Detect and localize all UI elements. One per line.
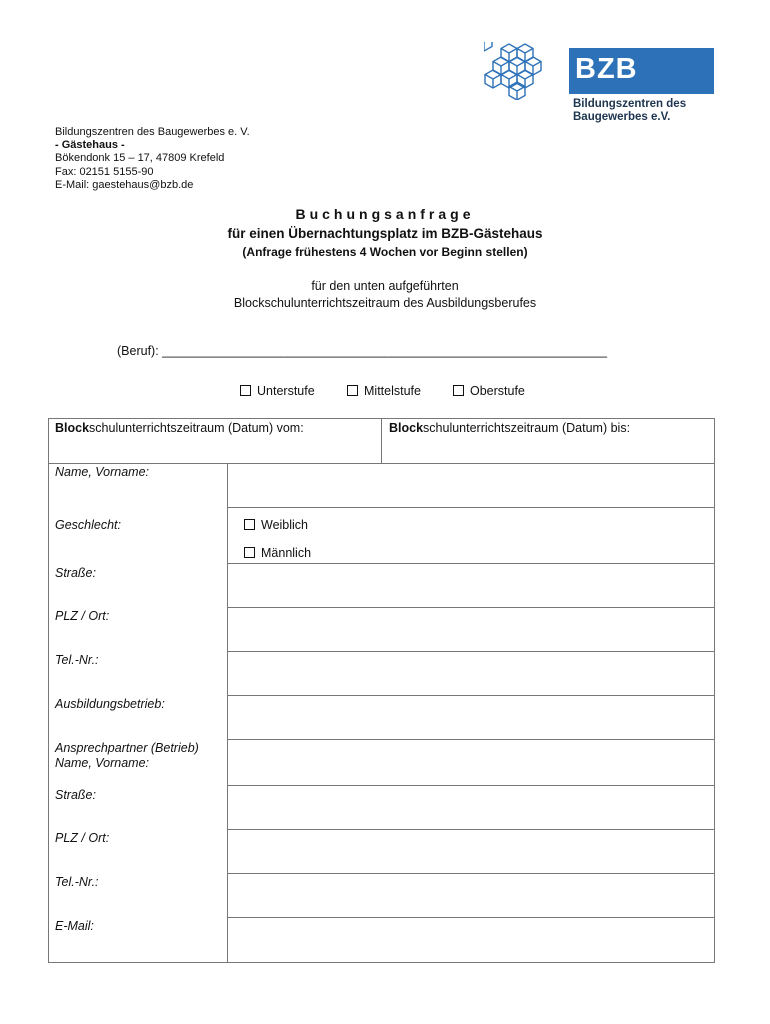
address-line-fax: Fax: 02151 5155-90 [55, 165, 154, 178]
label-contact-line2: Name, Vorname: [55, 756, 150, 770]
period-to-bold: Block [389, 421, 424, 435]
intro-line2: Blockschulunterrichtszeitraum des Ausbildungsberufes [233, 296, 537, 310]
label-name: Name, Vorname: [55, 465, 150, 479]
checkbox-icon[interactable] [244, 519, 255, 530]
period-from-label [55, 421, 304, 435]
label-contact-email: E-Mail: [55, 919, 94, 933]
input-street[interactable] [228, 564, 714, 607]
input-period-from[interactable] [49, 440, 381, 463]
document-note: (Anfrage frühestens 4 Wochen vor Beginn stellen) [242, 245, 528, 259]
label-company: Ausbildungsbetrieb: [55, 697, 165, 711]
input-contact-name[interactable] [228, 740, 714, 785]
gender-option-label: Männlich [261, 546, 312, 560]
label-contact-street: Straße: [55, 788, 96, 802]
input-phone[interactable] [228, 652, 714, 695]
input-contact-email[interactable] [228, 918, 714, 962]
period-from-rest: schulunterrichtszeitraum (Datum) vom: [89, 421, 304, 435]
label-zip-city: PLZ / Ort: [55, 609, 110, 623]
address-line-guesthouse: - Gästehaus - [55, 139, 125, 152]
logo-subtitle [573, 98, 686, 124]
beruf-field[interactable]: (Beruf): ________________________________________________________________ [117, 344, 608, 358]
gender-option-label: Weiblich [261, 518, 309, 532]
input-contact-phone[interactable] [228, 874, 714, 917]
checkbox-icon[interactable] [244, 547, 255, 558]
bzb-logo-badge [569, 48, 714, 94]
level-label: Unterstufe [257, 384, 315, 398]
input-period-to[interactable] [382, 440, 714, 463]
label-gender: Geschlecht: [55, 518, 122, 532]
input-name[interactable] [228, 464, 714, 507]
label-phone: Tel.-Nr.: [55, 653, 99, 667]
bzb-logo-text: BZB [575, 53, 638, 85]
address-line-street: Bökendonk 15 – 17, 47809 Krefeld [55, 152, 225, 165]
period-to-label [389, 421, 630, 435]
level-oberstufe[interactable] [453, 384, 525, 398]
period-to-rest: schulunterrichtszeitraum (Datum) bis: [423, 421, 631, 435]
label-contact-zip-city: PLZ / Ort: [55, 831, 110, 845]
document-title: Buchungsanfrage [295, 206, 475, 222]
input-company[interactable] [228, 696, 714, 739]
intro-line1: für den unten aufgeführten [311, 279, 459, 293]
checkbox-icon[interactable] [240, 385, 251, 396]
label-contact-line1: Ansprechpartner (Betrieb) [55, 741, 199, 755]
input-contact-street[interactable] [228, 786, 714, 829]
level-mittelstufe[interactable] [347, 384, 421, 398]
input-contact-zip-city[interactable] [228, 830, 714, 873]
level-unterstufe[interactable] [240, 384, 315, 398]
level-label: Oberstufe [470, 384, 525, 398]
sender-address [55, 126, 250, 192]
label-contact [55, 741, 199, 771]
document-subtitle: für einen Übernachtungsplatz im BZB-Gästehaus [227, 226, 543, 241]
checkbox-icon[interactable] [453, 385, 464, 396]
input-zip-city[interactable] [228, 608, 714, 651]
address-line-email: E-Mail: gaestehaus@bzb.de [55, 178, 194, 191]
logo-subtitle-line2: Baugewerbes e.V. [573, 111, 671, 123]
label-contact-phone: Tel.-Nr.: [55, 875, 99, 889]
logo-subtitle-line1: Bildungszentren des [573, 98, 687, 110]
bzb-cube-logo [484, 42, 550, 100]
gender-option-female[interactable] [244, 518, 308, 532]
gender-option-male[interactable] [244, 546, 311, 560]
checkbox-icon[interactable] [347, 385, 358, 396]
period-from-bold: Block [55, 421, 90, 435]
address-line-organization: Bildungszentren des Baugewerbes e. V. [55, 126, 250, 138]
label-street: Straße: [55, 566, 96, 580]
level-label: Mittelstufe [364, 384, 421, 398]
